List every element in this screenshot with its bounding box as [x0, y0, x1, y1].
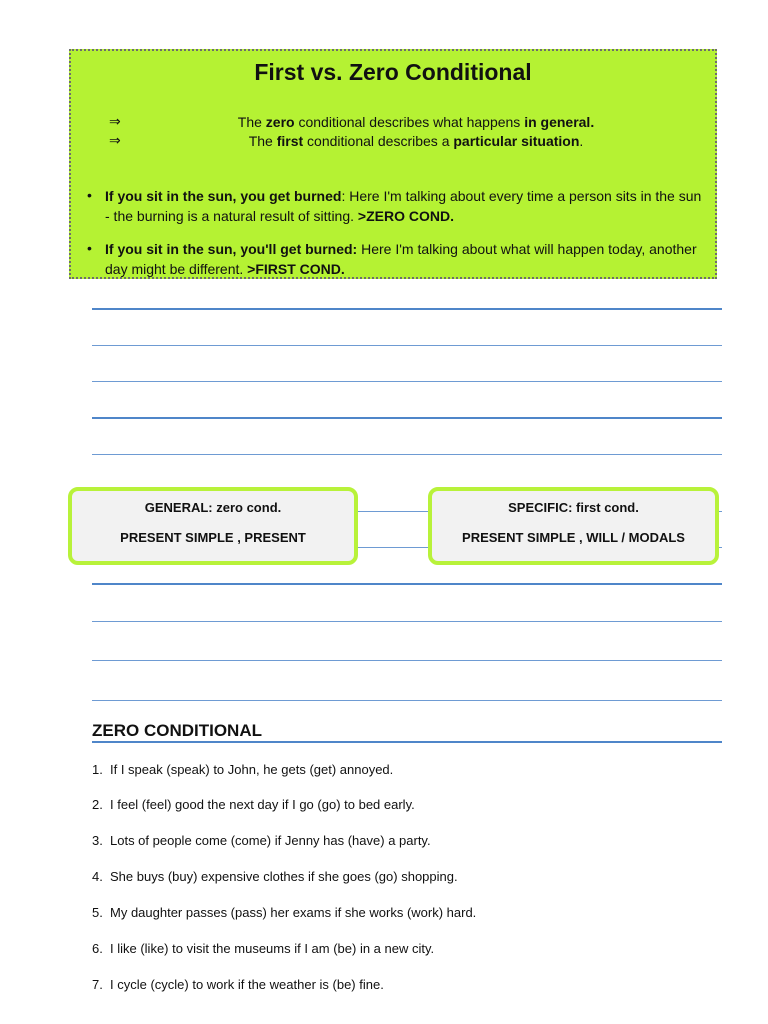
ruled-line [92, 583, 722, 585]
exercise-item: 1. If I speak (speak) to John, he gets (get) annoyed. [92, 762, 394, 777]
exercise-item: 5. My daughter passes (pass) her exams if she works (work) hard. [92, 905, 477, 920]
explanation-box: First vs. Zero Conditional ⇒ The zero conditional describes what happens in general. ⇒ The first conditional describes a particular situation. • If you sit in the sun, you get burned: Here I'm talking about every time a person sits in the sun - the burning is a natural result of sitting. >ZERO COND. • If you sit in the sun, you'll get burned: Here I'm talking about what will happen today, another day might be different. >FIRST COND. [69, 49, 717, 279]
exercise-item: 2. I feel (feel) good the next day if I go (go) to bed early. [92, 797, 415, 812]
specific-box [428, 487, 719, 565]
bullet-icon: • [87, 187, 92, 203]
ruled-line [92, 417, 722, 419]
exercise-item: 3. Lots of people come (come) if Jenny has (have) a party. [92, 833, 431, 848]
page-title: First vs. Zero Conditional [254, 59, 532, 85]
ruled-line [92, 660, 722, 661]
exercise-item: 6. I like (like) to visit the museums if I am (be) in a new city. [92, 941, 435, 956]
section-underline [92, 741, 722, 743]
general-title: GENERAL: zero cond. [144, 500, 282, 515]
zero-definition: The zero conditional describes what happens in general. [237, 114, 595, 130]
specific-title: SPECIFIC: first cond. [508, 500, 639, 515]
ruled-line [92, 381, 722, 382]
ruled-line [92, 700, 722, 701]
general-box [68, 487, 358, 565]
ruled-line [92, 621, 722, 622]
ruled-line [92, 345, 722, 346]
arrow-icon: ⇒ [109, 132, 121, 148]
ruled-line [92, 454, 722, 455]
ruled-line [92, 308, 722, 310]
arrow-icon: ⇒ [109, 113, 121, 129]
first-definition: The first conditional describes a particular situation. [248, 133, 584, 149]
bullet-icon: • [87, 240, 92, 256]
general-form: PRESENT SIMPLE , PRESENT [120, 530, 306, 545]
exercise-item: 4. She buys (buy) expensive clothes if she goes (go) shopping. [92, 869, 458, 884]
exercise-item: 7. I cycle (cycle) to work if the weather is (be) fine. [92, 977, 384, 992]
specific-form: PRESENT SIMPLE , WILL / MODALS [462, 530, 685, 545]
section-title: ZERO CONDITIONAL [92, 721, 262, 740]
